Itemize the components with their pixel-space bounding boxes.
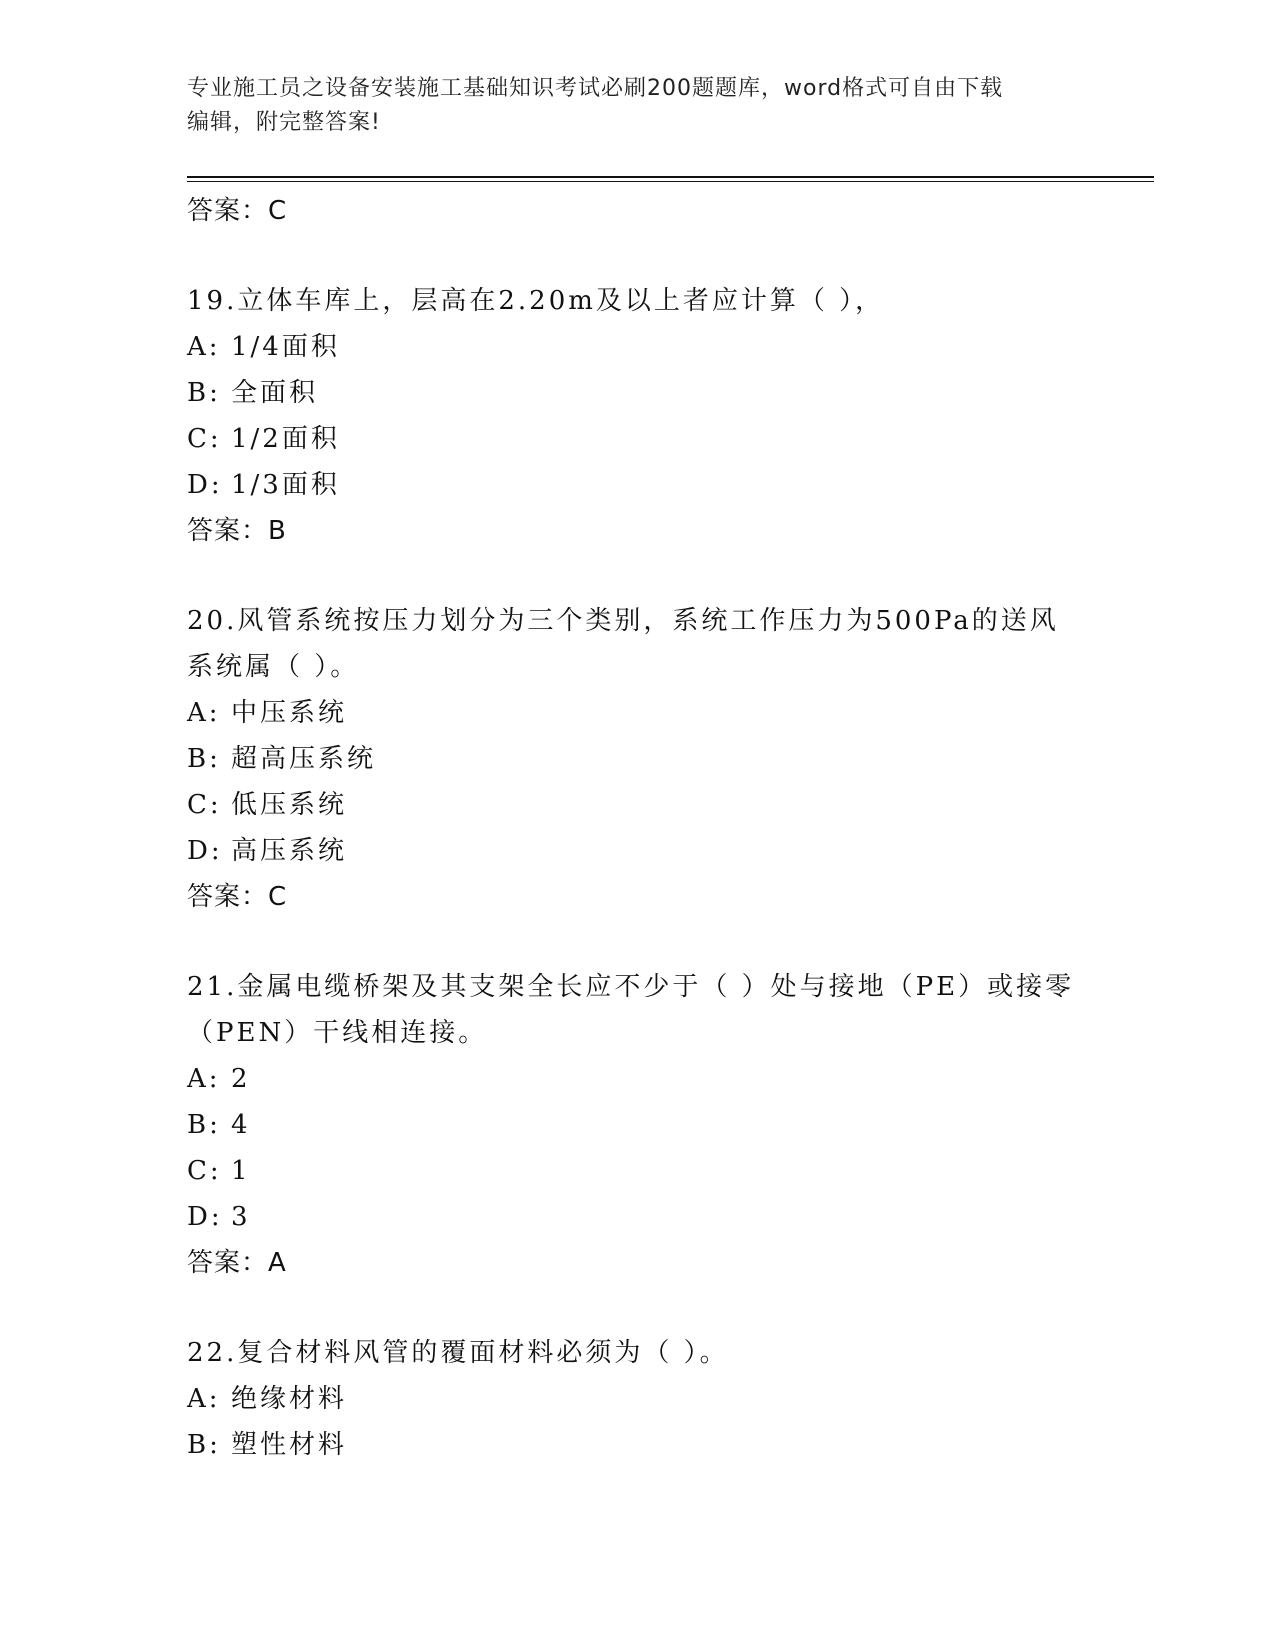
question-list: [187, 188, 1154, 1468]
option-b: [187, 1422, 1154, 1468]
option-text: 1/3面积: [231, 470, 340, 500]
header-divider-thin: [187, 181, 1154, 182]
previous-answer: 答案：C: [187, 196, 288, 226]
option-text: 1/2面积: [231, 424, 340, 454]
option-label: A:: [187, 1064, 221, 1094]
option-text: 超高压系统: [231, 744, 377, 774]
option-label: A:: [187, 1384, 221, 1414]
option-label: A:: [187, 332, 221, 362]
option-a: [187, 1056, 1154, 1102]
document-header: [187, 72, 1087, 140]
option-a: [187, 1376, 1154, 1422]
question-21: [187, 964, 1154, 1286]
option-b: [187, 736, 1154, 782]
option-b: [187, 1102, 1154, 1148]
question-20: [187, 598, 1154, 920]
option-text: 3: [231, 1202, 251, 1232]
header-divider-thick: [187, 176, 1154, 178]
question-answer: 答案：C: [187, 882, 288, 912]
option-label: C:: [187, 424, 222, 454]
option-text: 2: [231, 1064, 251, 1094]
option-label: B:: [187, 1110, 221, 1140]
option-label: C:: [187, 1156, 222, 1186]
option-text: 绝缘材料: [231, 1384, 348, 1414]
option-label: A:: [187, 698, 221, 728]
question-text: 20.风管系统按压力划分为三个类别，系统工作压力为500Pa的送风系统属（ ）。: [187, 606, 1059, 682]
option-a: [187, 324, 1154, 370]
question-text: 19.立体车库上，层高在2.20m及以上者应计算（ ），: [187, 286, 885, 316]
header-title-line-2: 编辑，附完整答案!: [187, 110, 381, 135]
option-label: D:: [187, 470, 223, 500]
option-b: [187, 370, 1154, 416]
question-22: [187, 1330, 1154, 1468]
option-text: 1/4面积: [231, 332, 340, 362]
option-c: [187, 416, 1154, 462]
option-label: B:: [187, 378, 221, 408]
option-text: 中压系统: [231, 698, 348, 728]
question-text: 22.复合材料风管的覆面材料必须为（ ）。: [187, 1338, 729, 1368]
option-label: B:: [187, 744, 221, 774]
question-text: 21.金属电缆桥架及其支架全长应不少于（ ）处与接地（PE）或接零（PEN）干线相连接。: [187, 972, 1075, 1048]
option-a: [187, 690, 1154, 736]
option-text: 高压系统: [231, 836, 348, 866]
option-label: D:: [187, 836, 223, 866]
question-answer: 答案：B: [187, 516, 287, 546]
option-text: 全面积: [231, 378, 319, 408]
header-title-line-1: 专业施工员之设备安装施工基础知识考试必刷200题题库，word格式可自由下载: [187, 76, 1004, 101]
option-c: [187, 782, 1154, 828]
option-text: 1: [231, 1156, 251, 1186]
option-text: 4: [231, 1110, 251, 1140]
question-19: [187, 278, 1154, 554]
option-c: [187, 1148, 1154, 1194]
option-d: [187, 462, 1154, 508]
option-d: [187, 1194, 1154, 1240]
option-label: C:: [187, 790, 222, 820]
option-label: D:: [187, 1202, 223, 1232]
option-text: 塑性材料: [231, 1430, 348, 1460]
option-d: [187, 828, 1154, 874]
option-text: 低压系统: [231, 790, 348, 820]
question-answer: 答案：A: [187, 1248, 287, 1278]
option-label: B:: [187, 1430, 221, 1460]
